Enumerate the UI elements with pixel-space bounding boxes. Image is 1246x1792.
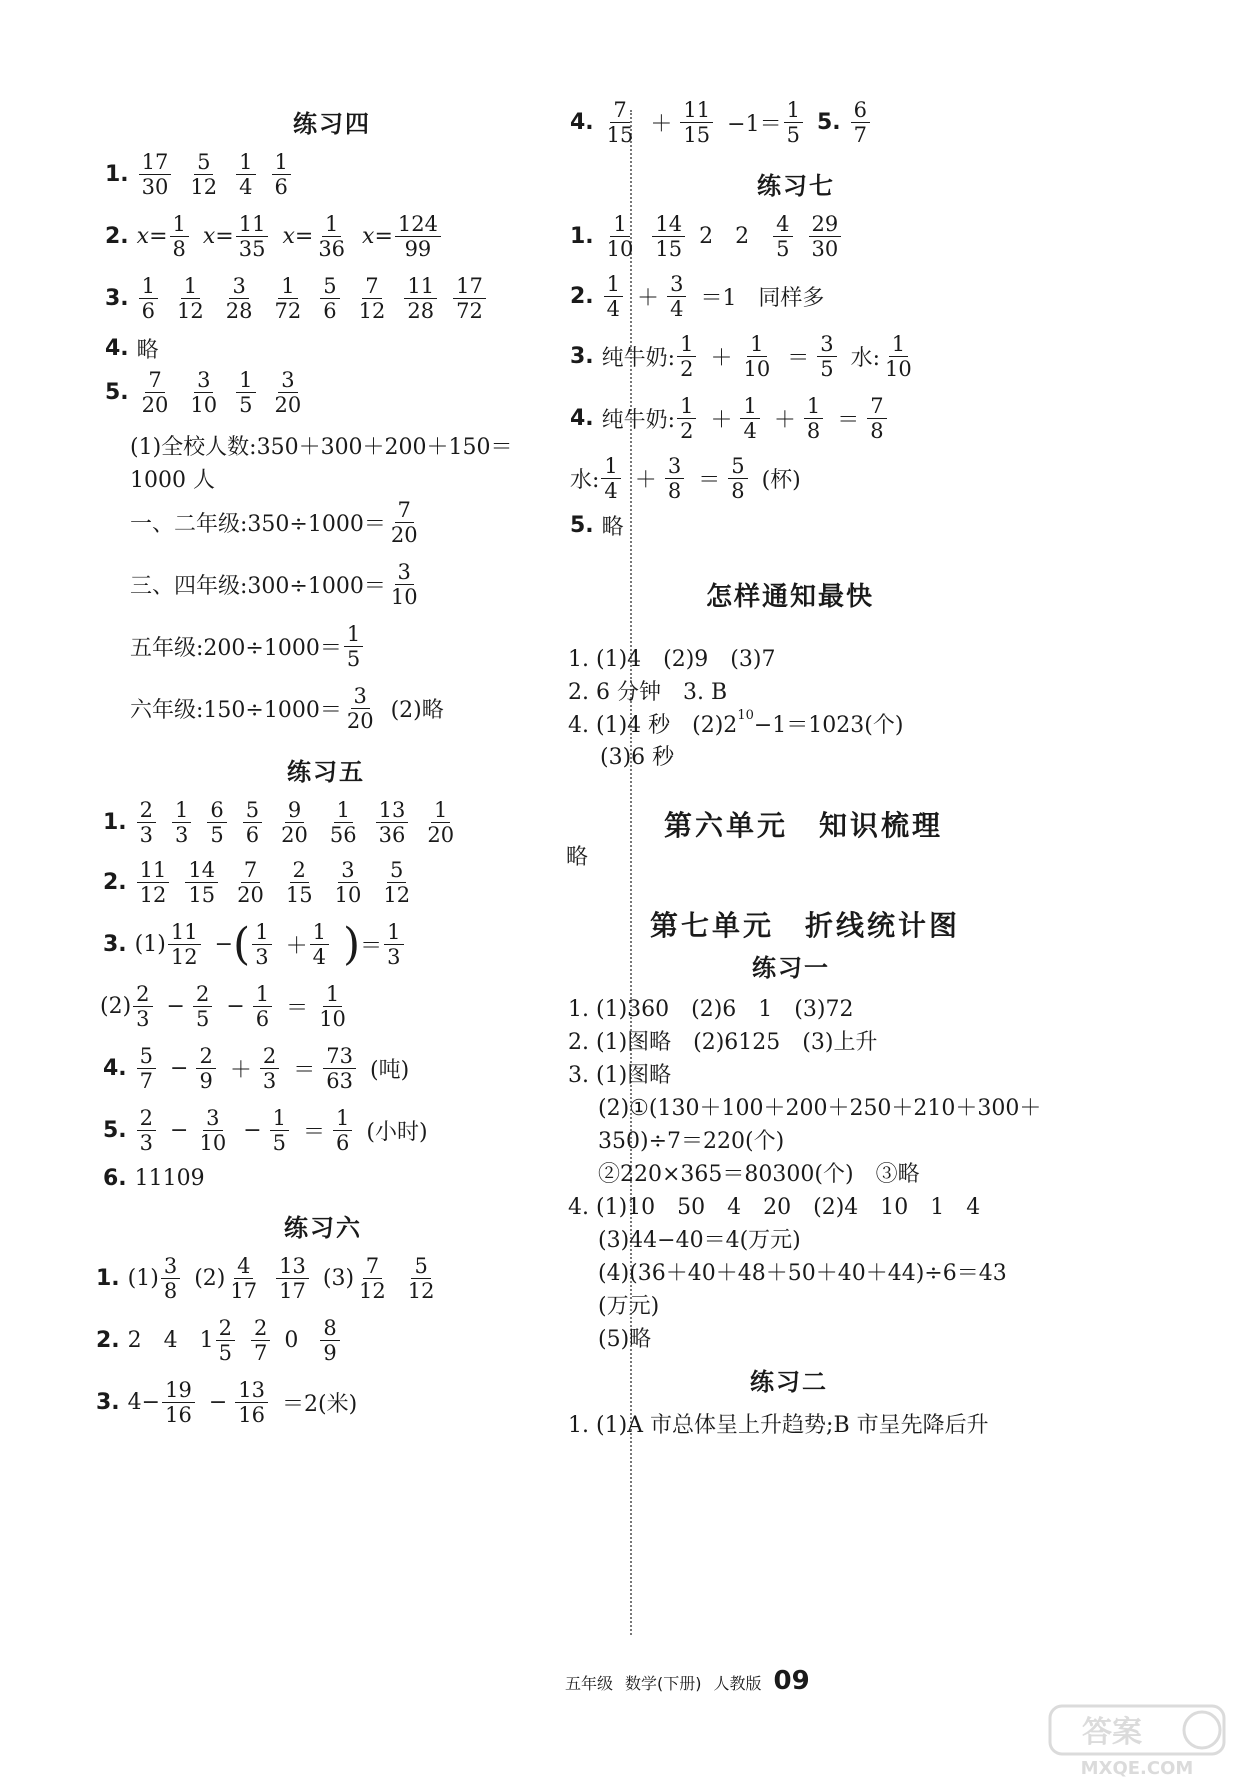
fraction: 8 9 (320, 1316, 339, 1365)
ex5-q3: 3. (1) 11 12 − ( 1 3 ＋ 1 4 ) ＝ 1 3 (103, 920, 418, 969)
fraction: 3 10 (190, 368, 218, 418)
ex4-q5: 5. 7 20 3 10 1 5 3 20 (105, 368, 318, 417)
ex7-q3: 3. 纯牛奶: 1 2 ＋ 1 10 ＝ 3 5 水: 1 10 (570, 332, 929, 381)
fraction: 17 30 (139, 150, 172, 199)
ex5-q5: 5. 2 3 − $\frac{3}{10}$ − $\frac{1}{5}$ ＝ 1 6 (小时) (103, 1106, 428, 1156)
fraction: 5 6 (243, 798, 262, 847)
fraction: 1 6 (333, 1106, 352, 1155)
fraction: 1 20 (427, 798, 455, 848)
fraction: 1 3 (172, 798, 191, 847)
fraction: 7 12 (358, 274, 386, 324)
ex6-q2: 2. 2 4 1 2 5 2 7 0 8 9 (96, 1316, 354, 1365)
unit7-line: 4. (1)10 50 4 20 (2)4 10 1 4 (568, 1195, 981, 1220)
fraction: 7 20 (237, 858, 264, 908)
ex7-q5: 5. 略 (570, 513, 624, 540)
fraction: 7 20 (390, 498, 418, 548)
notify-line4: (3)6 秒 (600, 745, 675, 770)
notify-line3: 4. (1)4 秒 (2)2 $^{10}$ −1＝1023(个) (568, 708, 904, 738)
fraction: 1 10 (606, 212, 634, 262)
unit7-line: ②220×365＝80300(个) ③略 (598, 1162, 920, 1187)
ex5-q4: 4. 5 7 − $\frac{2}{9}$ ＋ 2 3 ＝ 73 63 (吨) (103, 1044, 410, 1094)
fraction: 2 7 (251, 1316, 270, 1365)
fraction: 11 15 (680, 98, 713, 147)
fraction: 1 3 (384, 920, 403, 969)
fraction: 1 72 (274, 274, 302, 324)
fraction: 1 3 (252, 920, 271, 969)
fraction: 1 10 (885, 332, 912, 382)
fraction: 5 12 (190, 150, 218, 200)
unit7-line: (4)(36＋40＋48＋50＋40＋44)÷6＝43 (598, 1261, 1007, 1286)
fraction: 13 17 (276, 1254, 309, 1303)
fraction: 9 20 (281, 798, 308, 848)
fraction: 1 6 (272, 150, 291, 199)
ex4-q5-line6: 六年级:150÷1000＝ 3 20 (2)略 (130, 684, 444, 734)
notify-line2: 2. 6 分钟 3. B (568, 680, 728, 705)
prev-q4-q5: 4. 7 15 ＋ 11 15 −1＝ 1 5 5. 6 7 (570, 98, 884, 147)
svg-text:MXQE.COM: MXQE.COM (1080, 1758, 1194, 1778)
fraction: $\frac{1}{8}$ (170, 212, 189, 261)
fraction: 5 12 (407, 1254, 435, 1304)
fraction: 4 17 (230, 1254, 258, 1304)
ex4-q2: 2. x= $\frac{1}{8}$ x= $\frac{11}{35}$ x= $\frac{1}{36}$ x= $\frac{124}{99}$ (105, 212, 455, 261)
fraction: 11 12 (168, 920, 201, 969)
footer-subject: 数学(下册) (625, 1674, 702, 1693)
ex5-q1: 1. 2 3 1 3 6 5 5 6 9 20 1 56 13 36 1 20 (103, 798, 471, 847)
ex4-q5-line4: 三、四年级:300÷1000＝ 3 10 (130, 560, 435, 609)
fraction: 17 72 (453, 274, 486, 323)
footer-grade: 五年级 (565, 1674, 614, 1693)
fraction: 2 3 (133, 982, 152, 1031)
fraction: 2 3 (137, 798, 156, 847)
ex4-q5-line1: (1)全校人数:350＋300＋200＋150＝ (130, 435, 513, 460)
fraction: 1 5 (344, 622, 363, 671)
fraction: 29 30 (809, 212, 842, 261)
section-subtitle-ex2: 练习二 (750, 1368, 828, 1396)
fraction: $\frac{2}{5}$ (193, 982, 212, 1031)
page-number: 09 (773, 1666, 810, 1696)
fraction: 3 20 (274, 368, 302, 418)
fraction: 1 4 (236, 150, 255, 199)
section-title-ex5: 练习五 (287, 758, 365, 786)
fraction: 1 4 (740, 394, 759, 443)
unit7-line: 1. (1)360 (2)6 1 (3)72 (568, 997, 854, 1022)
fraction: 1 10 (319, 982, 346, 1032)
section-title-unit7: 第七单元 折线统计图 (650, 909, 961, 942)
unit7-line: (万元) (598, 1294, 660, 1319)
fraction: 3 8 (161, 1254, 180, 1303)
ex6-q3: 3. 4− $\frac{19}{16}$ − $\frac{13}{16}$ ＝2(米) (96, 1378, 358, 1428)
fraction: $\frac{1}{5}$ (270, 1106, 289, 1155)
fraction: 4 5 (773, 212, 792, 261)
ex6-q1: 1. (1) 3 8 (2) 4 17 13 17 (3) 7 12 5 12 (96, 1254, 452, 1303)
unit7-line: (5)略 (598, 1327, 652, 1352)
ex5-q2: 2. 11 12 14 15 7 20 2 15 3 10 5 12 (103, 858, 427, 907)
fraction: 11 28 (404, 274, 437, 323)
section-subtitle-ex1: 练习一 (752, 954, 830, 982)
ex5-q6: 6. 11109 (103, 1166, 205, 1191)
fraction: 1 10 (743, 332, 771, 382)
fraction: 5 7 (137, 1044, 156, 1093)
fraction: 7 12 (359, 1254, 386, 1304)
fraction: 6 7 (851, 98, 870, 147)
fraction: 5 8 (728, 454, 747, 503)
fraction: 11 12 (137, 858, 170, 907)
section-title-ex7: 练习七 (757, 172, 835, 200)
fraction: 2 15 (285, 858, 313, 908)
unit7-line: (3)44−40＝4(万元) (598, 1228, 801, 1253)
fraction: $\frac{2}{9}$ (196, 1044, 215, 1093)
fraction: $\frac{1}{6}$ (253, 982, 272, 1031)
ex4-q4: 4. 略 (105, 336, 159, 363)
fraction: 5 6 (320, 274, 339, 323)
fraction: 7 8 (867, 394, 886, 443)
ex7-q2: 2. 1 4 ＋ 3 4 ＝1 同样多 (570, 272, 825, 322)
fraction: 7 20 (141, 368, 169, 418)
fraction: $\frac{19}{16}$ (162, 1378, 195, 1427)
fraction: 13 36 (376, 798, 409, 847)
fraction: 14 15 (185, 858, 218, 907)
ex4-q5-line5: 五年级:200÷1000＝ 1 5 (130, 622, 377, 671)
fraction: $\frac{1}{36}$ (318, 212, 346, 262)
ex7-q4-water: 水: 1 4 ＋ 3 8 ＝ 5 8 (杯) (570, 454, 801, 504)
fraction: 3 10 (334, 858, 362, 908)
page-footer (565, 1666, 810, 1696)
unit6-body: 略 (566, 845, 589, 870)
fraction: 2 3 (137, 1106, 156, 1155)
unit7-line: 350)÷7＝220(个) (598, 1129, 785, 1154)
ex4-q5-line3: 一、二年级:350÷1000＝ 7 20 (130, 498, 435, 547)
fraction: 14 15 (652, 212, 685, 261)
fraction: 1 2 (677, 394, 696, 443)
fraction: 3 20 (346, 684, 374, 734)
section-title-ex6: 练习六 (284, 1214, 362, 1242)
fraction: 2 3 (260, 1044, 279, 1093)
unit7-line: (2)①(130＋100＋200＋250＋210＋300＋ (598, 1096, 1042, 1121)
fraction: 1 6 (139, 274, 158, 323)
unit7-ex2-line1: 1. (1)A 市总体呈上升趋势;B 市呈先降后升 (568, 1413, 989, 1438)
watermark-logo (1042, 1698, 1232, 1778)
ex4-q3: 3. 1 6 1 12 3 28 1 72 5 6 7 12 11 28 17 72 (105, 274, 500, 323)
ex5-q3-part2: (2) 2 3 − $\frac{2}{5}$ − $\frac{1}{6}$ ＝ 1 10 (100, 982, 363, 1031)
fraction: 73 63 (323, 1044, 356, 1093)
fraction: 3 8 (665, 454, 684, 503)
fraction: 5 12 (383, 858, 411, 908)
fraction: 1 5 (784, 98, 803, 147)
unit7-line: 3. (1)图略 (568, 1063, 672, 1088)
ex4-q1: 1. 17 30 5 12 1 4 1 6 (105, 150, 305, 199)
footer-edition: 人教版 (713, 1674, 762, 1693)
fraction: $\frac{11}{35}$ (236, 212, 269, 261)
unit7-line: 2. (1)图略 (2)6125 (3)上升 (568, 1030, 878, 1055)
fraction: $\frac{124}{99}$ (395, 212, 441, 261)
fraction: 3 10 (390, 560, 418, 610)
fraction: 7 15 (606, 98, 634, 148)
fraction: 1 4 (604, 272, 623, 321)
fraction: 1 2 (677, 332, 696, 381)
fraction: 1 4 (310, 920, 329, 969)
fraction: 1 8 (804, 394, 823, 443)
fraction: 3 4 (667, 272, 686, 321)
ex7-q4: 4. 纯牛奶: 1 2 ＋ 1 4 ＋ 1 8 ＝ 7 8 (570, 394, 901, 443)
fraction: 1 12 (177, 274, 204, 324)
notify-line1: 1. (1)4 (2)9 (3)7 (568, 647, 776, 672)
fraction: 1 4 (601, 454, 620, 503)
svg-text:答案: 答案 (1082, 1715, 1142, 1750)
fraction: 1 56 (329, 798, 357, 848)
ex7-q1: 1. 1 10 14 15 2 2 4 5 29 30 (570, 212, 855, 261)
fraction: 2 5 (216, 1316, 235, 1365)
ex4-q5-line2: 1000 人 (130, 468, 215, 493)
section-title-unit6: 第六单元 知识梳理 (664, 809, 944, 842)
fraction: 6 5 (207, 798, 226, 847)
section-title-ex4: 练习四 (293, 110, 371, 138)
fraction: 3 28 (225, 274, 253, 324)
section-title-notify: 怎样通知最快 (706, 582, 875, 612)
fraction: 3 5 (817, 332, 836, 381)
fraction: $\frac{3}{10}$ (199, 1106, 227, 1156)
fraction: 1 5 (236, 368, 255, 417)
fraction: $\frac{13}{16}$ (235, 1378, 268, 1427)
